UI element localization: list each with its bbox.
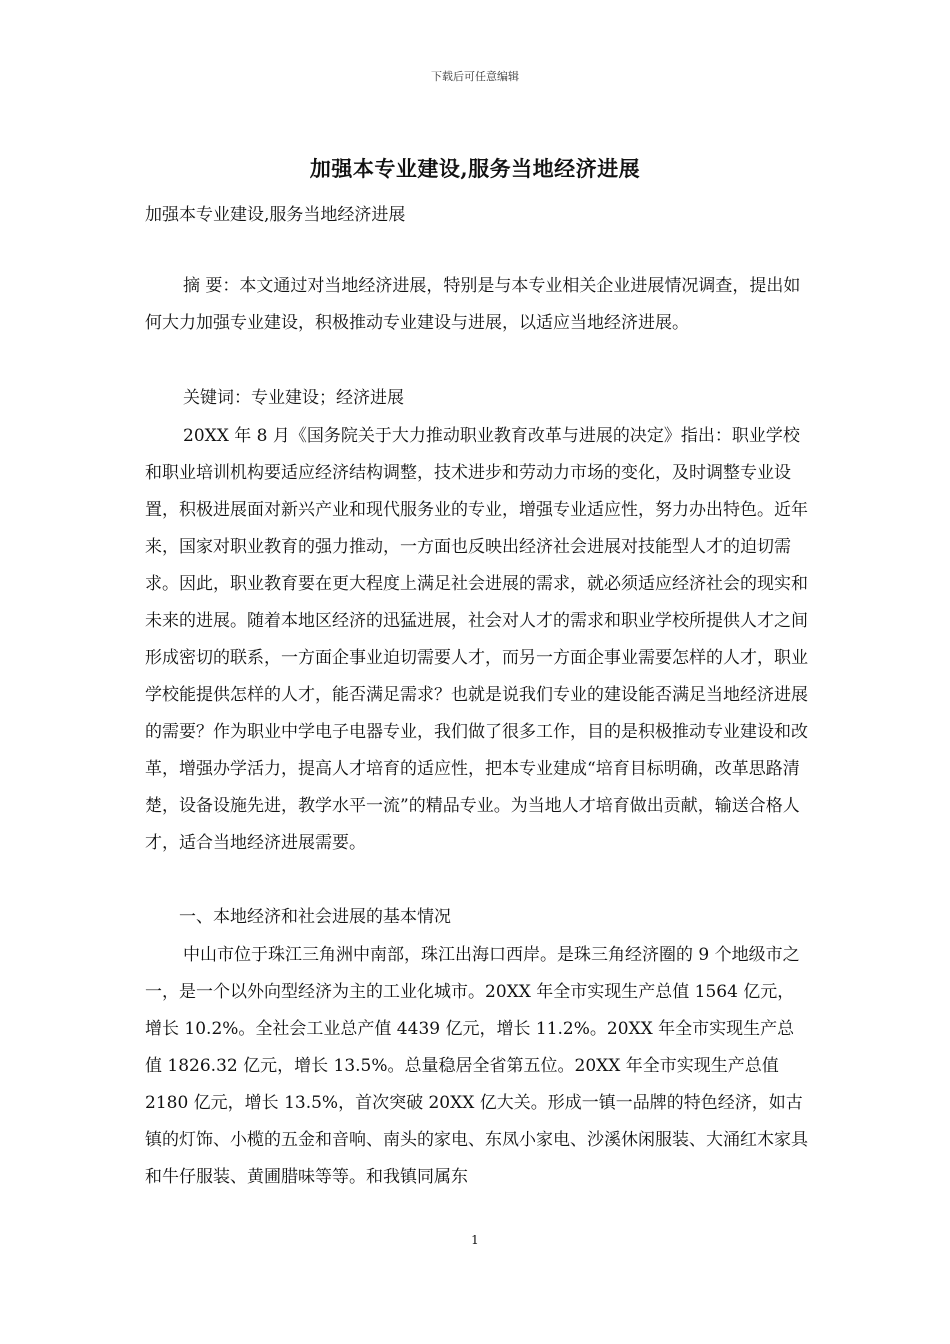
- header-note: 下载后可任意编辑: [431, 70, 519, 83]
- page-number: 1: [471, 1233, 479, 1247]
- keywords-line: 关键词：专业建设；经济进展: [183, 388, 404, 408]
- abstract-paragraph: 摘 要：本文通过对当地经济进展，特别是与本专业相关企业进展情况调查，提出如何大力加强专业建设，积极推动专业建设与进展，以适应当地经济进展。: [145, 276, 801, 333]
- section-heading-1: 一、本地经济和社会进展的基本情况: [179, 907, 451, 927]
- document-subtitle: 加强本专业建设,服务当地经济进展: [145, 205, 406, 225]
- body-paragraph-2: 中山市位于珠江三角洲中南部，珠江出海口西岸。是珠三角经济圈的 9 个地级市之一，是一个以外向型经济为主的工业化城市。20XX 年全市实现生产总值 1564 亿元，增长 10.2%。全社会工业总产值 4439 亿元，增长 11.2%。20XX 年全市实现生产总值 1826.32 亿元，增长 13.5%。总量稳居全省第五位。20XX 年全市实现生产总值 2180 亿元，增长 13.5%，首次突破 20XX 亿大关。形成一镇一品牌的特色经济，如古镇的灯饰、小榄的五金和音响、南头的家电、东凤小家电、沙溪休闲服装、大涌红木家具和牛仔服装、黄圃腊味等等。和我镇同属东: [145, 945, 808, 1187]
- document-title: 加强本专业建设,服务当地经济进展: [309, 156, 641, 181]
- body-paragraph-1: 20XX 年 8 月《国务院关于大力推动职业教育改革与进展的决定》指出：职业学校和职业培训机构要适应经济结构调整，技术进步和劳动力市场的变化，及时调整专业设置，积极进展面对新兴产业和现代服务业的专业，增强专业适应性，努力办出特色。近年来，国家对职业教育的强力推动，一方面也反映出经济社会进展对技能型人才的迫切需求。因此，职业教育要在更大程度上满足社会进展的需求，就必须适应经济社会的现实和未来的进展。随着本地区经济的迅猛进展，社会对人才的需求和职业学校所提供人才之间形成密切的联系，一方面企事业迫切需要人才，而另一方面企事业需要怎样的人才，职业学校能提供怎样的人才，能否满足需求？也就是说我们专业的建设能否满足当地经济进展的需要？作为职业中学电子电器专业，我们做了很多工作，目的是积极推动专业建设和改革，增强办学活力，提高人才培育的适应性，把本专业建成“培育目标明确，改革思路清楚，设备设施先进，教学水平一流”的精品专业。为当地人才培育做出贡献，输送合格人才，适合当地经济进展需要。: [145, 426, 808, 853]
